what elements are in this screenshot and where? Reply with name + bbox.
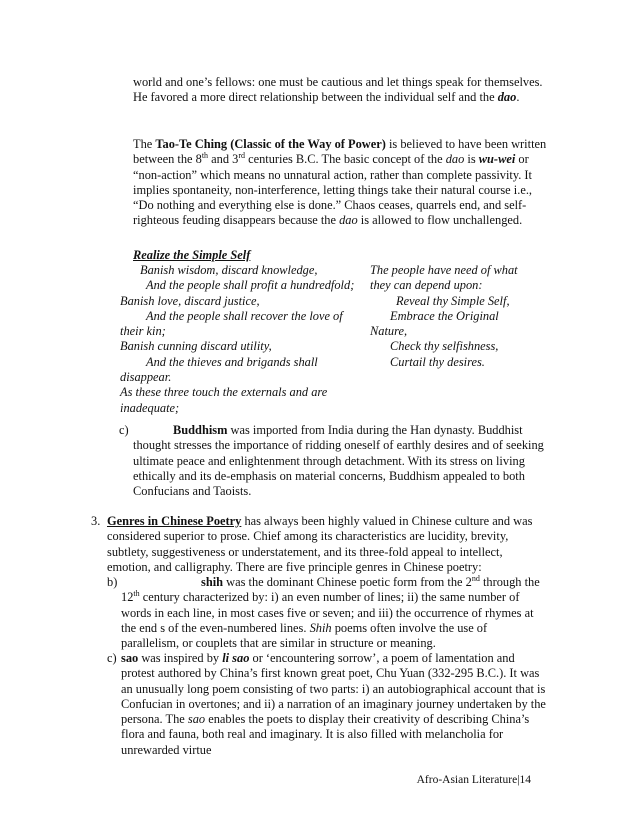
text-run: or “non-action” which means no unnatural action, rather than complete passivity. It implies spontaneity, non-interference, letting things take their natural course i.e., “Do nothing and everything else is done.” Chaos ceases, quarrels end, and self-righteous feuding disappears because the: [133, 152, 533, 228]
poem-line: And the thieves and brigands shall: [146, 354, 318, 369]
tao-te-ching-title: Tao-Te Ching (Classic of the Way of Power): [155, 137, 386, 151]
poem-title: Realize the Simple Self: [133, 248, 251, 262]
genres-intro-paragraph: [107, 514, 547, 575]
shih-term: shih: [201, 575, 224, 589]
text-run: poems often involve the use of parallelism, or couplets that are similar in structure or meaning.: [121, 620, 488, 651]
poem-line: Nature,: [370, 324, 408, 339]
shih-term: Shih: [309, 620, 332, 635]
superscript: th: [201, 151, 209, 161]
poem-line: Curtail thy desires.: [390, 354, 485, 369]
superscript: rd: [238, 151, 245, 161]
text-run: century characterized by: i) an even number of lines; ii) the same number of words in each line, in most cases five or seven; and iii) the occurrence of rhymes at the end s of the even-numbered lines.: [121, 590, 534, 635]
period: .: [516, 90, 520, 105]
text-run: centuries B.C. The basic concept of the: [245, 152, 446, 167]
text-run: through the 12: [121, 575, 540, 605]
buddhism-paragraph: [133, 423, 545, 499]
poem-line: And the people shall profit a hundredfold;: [146, 278, 355, 293]
tao-te-ching-paragraph: [133, 137, 547, 229]
superscript: th: [133, 589, 140, 599]
poem-line: their kin;: [120, 324, 166, 339]
poem-line: And the people shall recover the love of: [146, 308, 343, 323]
buddhism-term: Buddhism: [173, 423, 228, 437]
poem-line: As these three touch the externals and are: [120, 385, 328, 400]
text-run: is: [464, 152, 479, 167]
text-run: is believed to have been written between the 8: [133, 137, 547, 167]
text-run: enables the poets to display their creativity of describing China’s flora and fauna, both real and imaginary. It is also filled with melancholia for unrewarded virtue: [121, 712, 530, 757]
page-footer: Afro-Asian Literature|14: [416, 774, 531, 786]
text-run: was inspired by: [138, 651, 223, 665]
text-run: or ‘encountering sorrow’, a poem of lamentation and protest authored by China’s first known great poet, Chu Yuan (332-295 B.C.). It was an unusually long poem consisting of two parts: i) an autobiographical account that is Confucian in overtones; and ii) a narration of an imaginary journey undertaken by the persona. The: [121, 651, 546, 727]
sao-term: sao: [187, 712, 206, 727]
list-marker: c): [119, 423, 129, 437]
section-heading: Genres in Chinese Poetry: [107, 514, 242, 528]
poem-line: Banish cunning discard utility,: [120, 339, 272, 354]
text-run: was the dominant Chinese poetic form from the 2: [223, 575, 472, 589]
list-marker: c): [107, 651, 117, 665]
poem-line: Banish love, discard justice,: [120, 293, 260, 308]
dao-term: dao: [445, 152, 465, 167]
text-run: has always been highly valued in Chinese culture and was considered superior to prose. Chief among its characteristics are lucidity, brevity, subtlety, suggestiveness or understatement, and its three-fold appeal to intellect, emotion, and calligraphy. There are five principle genres in Chinese poetry:: [107, 514, 533, 574]
list-marker: b): [107, 575, 118, 589]
poem-line: Check thy selfishness,: [390, 339, 499, 354]
dao-term: dao: [497, 90, 517, 105]
li-sao-term: li sao: [222, 651, 250, 665]
taoism-paragraph: [133, 75, 545, 106]
shih-paragraph: [121, 575, 547, 651]
poem-left-column: [120, 263, 360, 416]
poem-line: The people have need of what: [370, 263, 518, 277]
superscript: nd: [471, 573, 480, 583]
poem-line: Reveal thy Simple Self,: [396, 293, 510, 308]
sao-paragraph: [121, 651, 547, 758]
taoism-text: world and one’s fellows: one must be cautious and let things speak for themselves. He favored a more direct relationship between the individual self and the: [133, 75, 543, 105]
wu-wei-term: wu-wei: [478, 152, 516, 167]
poem-line: Banish wisdom, discard knowledge,: [140, 263, 318, 277]
text-run: and 3: [208, 152, 239, 167]
text-run: is allowed to flow unchallenged.: [357, 213, 523, 228]
text-run: The: [133, 137, 156, 151]
sao-term: sao: [121, 651, 139, 665]
section-number: 3.: [91, 514, 101, 528]
text-run: was imported from India during the Han dynasty. Buddhist thought stresses the importance of ridding oneself of earthly desires and of seeking ultimate peace and enlightenment through detachment. With its stress on living ethically and its de-emphasis on material concerns, Buddhism appealed to both Confucians and Taoists.: [133, 423, 544, 499]
poem-right-column: [370, 263, 550, 370]
poem-line: inadequate;: [120, 400, 180, 415]
poem-line: Embrace the Original: [390, 308, 499, 323]
dao-term: dao: [339, 213, 358, 228]
poem-line: disappear.: [120, 370, 172, 385]
poem-line: they can depend upon:: [370, 278, 483, 293]
